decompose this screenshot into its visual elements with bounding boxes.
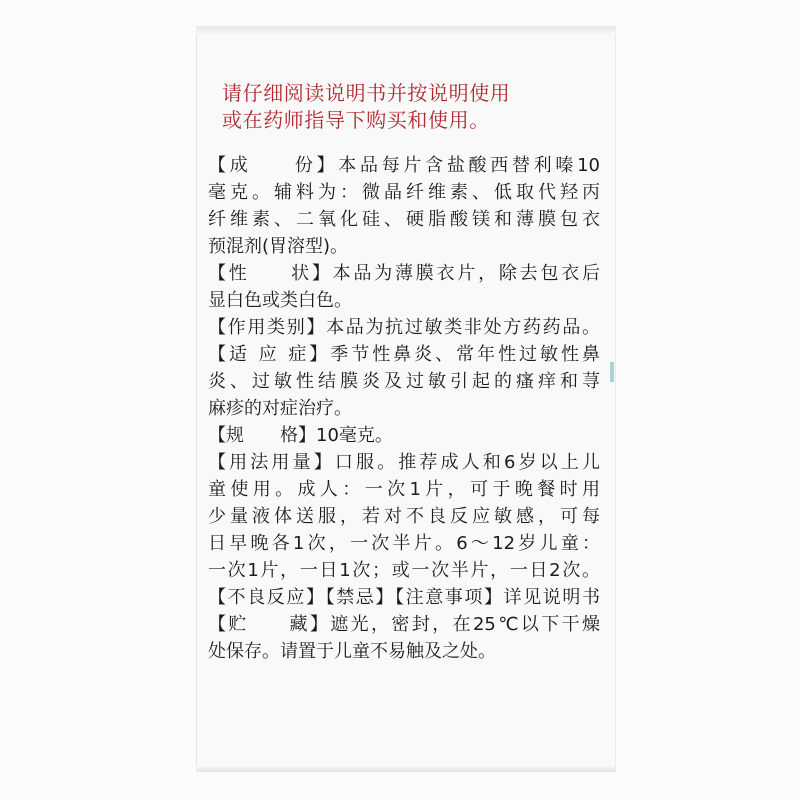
warning-line-2: 或在药师指导下购买和使用。	[222, 108, 490, 132]
indications-line-3: 麻疹的对症治疗。	[208, 398, 352, 419]
warning-line-1: 请仔细阅读说明书并按说明使用	[222, 81, 511, 105]
box-top-edge	[196, 26, 616, 34]
dosage-line-4: 日早晚各1次，一次半片。6～12岁儿童：	[208, 533, 600, 554]
ingredients-line-1: 【成 份】本品每片含盐酸西替利嗪10	[208, 155, 600, 176]
precautions-line: 【不良反应】【禁忌】【注意事项】详见说明书	[208, 587, 600, 608]
description-line-1: 【性 状】本品为薄膜衣片，除去包衣后	[208, 263, 600, 284]
indications-line-2: 炎、过敏性结膜炎及过敏引起的瘙痒和荨	[208, 371, 600, 392]
box-bottom-edge	[196, 766, 616, 772]
drug-information-text	[208, 152, 600, 665]
storage-line-1: 【贮 藏】遮光，密封，在25℃以下干燥	[208, 614, 600, 635]
category-line: 【作用类别】本品为抗过敏类非处方药药品。	[208, 317, 600, 338]
box-edge-color-mark	[610, 362, 614, 382]
storage-line-2: 处保存。请置于儿童不易触及之处。	[208, 641, 496, 662]
dosage-line-3: 少量液体送服，若对不良反应敏感，可每	[208, 506, 600, 527]
description-line-2: 显白色或类白色。	[208, 290, 352, 311]
indications-line-1: 【适 应 症】季节性鼻炎、常年性过敏性鼻	[208, 344, 600, 365]
ingredients-line-2: 毫克。辅料为：微晶纤维素、低取代羟丙	[208, 182, 600, 203]
specification-line: 【规 格】10毫克。	[208, 425, 393, 446]
otc-warning	[222, 80, 602, 134]
dosage-line-2: 童使用。成人：一次1片，可于晚餐时用	[208, 479, 600, 500]
dosage-line-1: 【用法用量】口服。推荐成人和6岁以上儿	[208, 452, 600, 473]
ingredients-line-3: 纤维素、二氧化硅、硬脂酸镁和薄膜包衣	[208, 209, 600, 230]
dosage-line-5: 一次1片，一日1次；或一次半片，一日2次。	[208, 560, 600, 581]
ingredients-line-4: 预混剂(胃溶型)。	[208, 236, 349, 257]
